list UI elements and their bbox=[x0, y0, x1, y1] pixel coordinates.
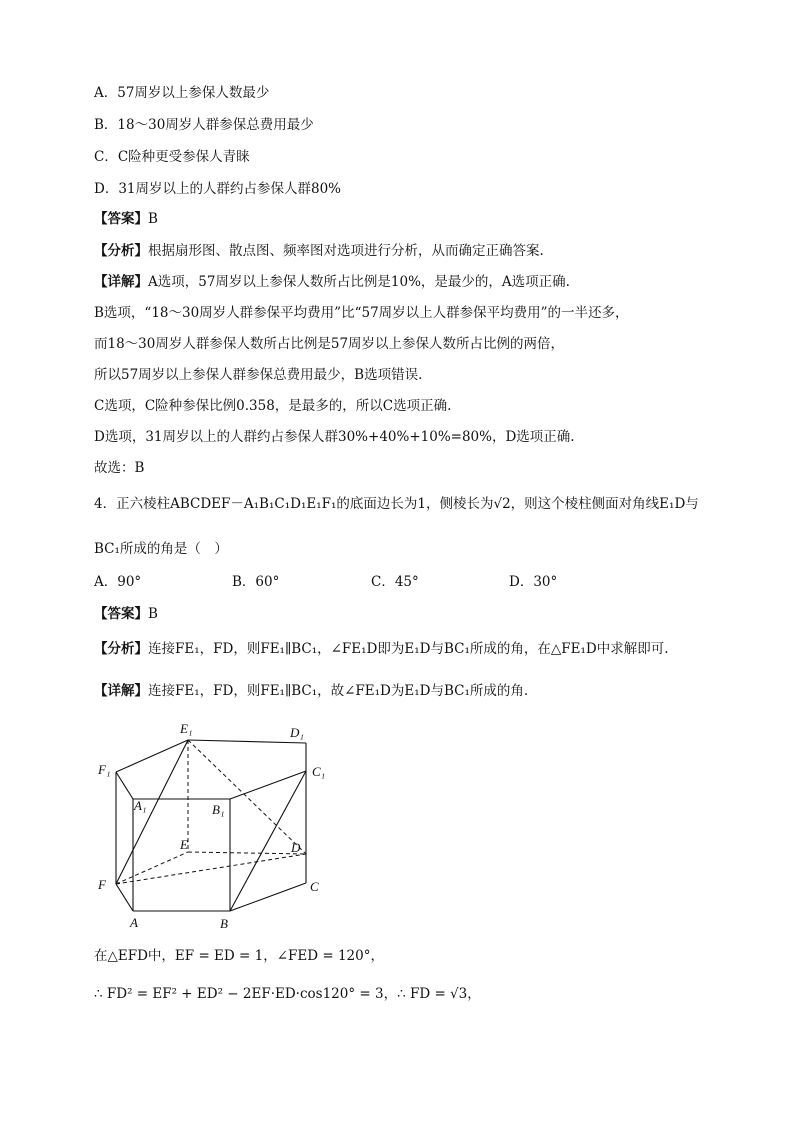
edge-f-a bbox=[116, 884, 133, 911]
detail-line-5: C选项，C险种参保比例0.358，是最多的，所以C选项正确. bbox=[94, 398, 452, 414]
label-f1: F₁ bbox=[98, 762, 111, 777]
q4-answer-line bbox=[94, 605, 158, 623]
answer-line bbox=[94, 210, 158, 228]
q4-analysis-line bbox=[94, 640, 669, 658]
q4-analysis-tag: 【分析】 bbox=[94, 641, 148, 657]
detail-tag: 【详解】 bbox=[94, 274, 148, 290]
q4-option-d: D．30° bbox=[509, 574, 558, 590]
q4-option-b: B．60° bbox=[232, 574, 280, 590]
hidden-edge-f-e bbox=[116, 852, 188, 884]
q4-answer-tag: 【答案】 bbox=[94, 606, 148, 622]
question-4-stem-2: BC₁所成的角是（ ） bbox=[94, 541, 228, 557]
segment-f-e1 bbox=[116, 740, 188, 884]
hidden-segment-f-d bbox=[116, 854, 306, 884]
label-d: D bbox=[291, 840, 301, 855]
option-d: D．31周岁以上的人群约占参保人群80% bbox=[94, 181, 342, 197]
q4-option-a: A．90° bbox=[94, 574, 142, 590]
answer-tag: 【答案】 bbox=[94, 211, 148, 227]
label-b: B bbox=[220, 916, 228, 931]
hidden-diagonal-e1-d bbox=[188, 740, 306, 854]
label-c: C bbox=[310, 879, 319, 894]
edge-e1-d1 bbox=[188, 740, 306, 743]
detail-line-6: D选项，31周岁以上的人群约占参保人群30%+40%+10%=80%，D选项正确. bbox=[94, 429, 575, 445]
detail-line-1 bbox=[94, 273, 570, 291]
analysis-line bbox=[94, 242, 544, 260]
label-e: E bbox=[180, 837, 188, 852]
q4-detail-line bbox=[94, 682, 528, 700]
q4-detail-tag: 【详解】 bbox=[94, 683, 148, 699]
label-f: F bbox=[98, 877, 106, 892]
option-c: C．C险种更受参保人青睐 bbox=[94, 149, 250, 165]
edge-b-c bbox=[230, 883, 306, 911]
label-a: A bbox=[130, 915, 138, 930]
analysis-tag: 【分析】 bbox=[94, 243, 148, 259]
detail-text-1: A选项，57周岁以上参保人数所占比例是10%，是最少的，A选项正确. bbox=[148, 274, 570, 290]
edge-f1-a1 bbox=[116, 772, 133, 799]
detail-line-4: 所以57周岁以上参保人群参保总费用最少，B选项错误. bbox=[94, 367, 423, 383]
label-c1: C₁ bbox=[312, 764, 326, 779]
label-a1: A₁ bbox=[134, 798, 147, 813]
calc-line-2: ∴ FD² = EF² + ED² − 2EF·ED·cos120° = 3，∴ FD = √3， bbox=[94, 986, 481, 1002]
question-4-stem-1: 4．正六棱柱ABCDEF－A₁B₁C₁D₁E₁F₁的底面边长为1，侧棱长为√2，则这个棱柱侧面对角线E₁D与 bbox=[94, 496, 699, 512]
hexagonal-prism-figure bbox=[90, 716, 350, 936]
label-b1: B₁ bbox=[212, 802, 225, 817]
analysis-text: 根据扇形图、散点图、频率图对选项进行分析，从而确定正确答案. bbox=[148, 243, 544, 259]
option-b: B．18～30周岁人群参保总费用最少 bbox=[94, 117, 314, 133]
q4-detail-text: 连接FE₁，FD，则FE₁∥BC₁，故∠FE₁D为E₁D与BC₁所成的角. bbox=[148, 683, 529, 699]
hidden-edge-e-d bbox=[188, 852, 306, 854]
answer-text: B bbox=[148, 211, 158, 227]
edge-b1-c1 bbox=[230, 771, 306, 799]
conclusion-line: 故选：B bbox=[94, 460, 145, 476]
q4-analysis-text: 连接FE₁，FD，则FE₁∥BC₁，∠FE₁D即为E₁D与BC₁所成的角，在△FE₁D中求解即可. bbox=[148, 641, 669, 657]
edge-e1-f1 bbox=[116, 740, 188, 772]
calc-line-1: 在△EFD中，EF = ED = 1，∠FED = 120°， bbox=[94, 948, 384, 964]
detail-line-3: 而18～30周岁人群参保人数所占比例是57周岁以上参保人数所占比例的两倍， bbox=[94, 336, 565, 352]
detail-line-2: B选项，“18～30周岁人群参保平均费用”比“57周岁以上人群参保平均费用”的一半还多， bbox=[94, 305, 629, 321]
option-a: A．57周岁以上参保人数最少 bbox=[94, 85, 270, 101]
q4-option-c: C．45° bbox=[371, 574, 419, 590]
label-e1: E₁ bbox=[180, 721, 193, 736]
q4-answer-text: B bbox=[148, 606, 158, 622]
label-d1: D₁ bbox=[290, 725, 304, 740]
